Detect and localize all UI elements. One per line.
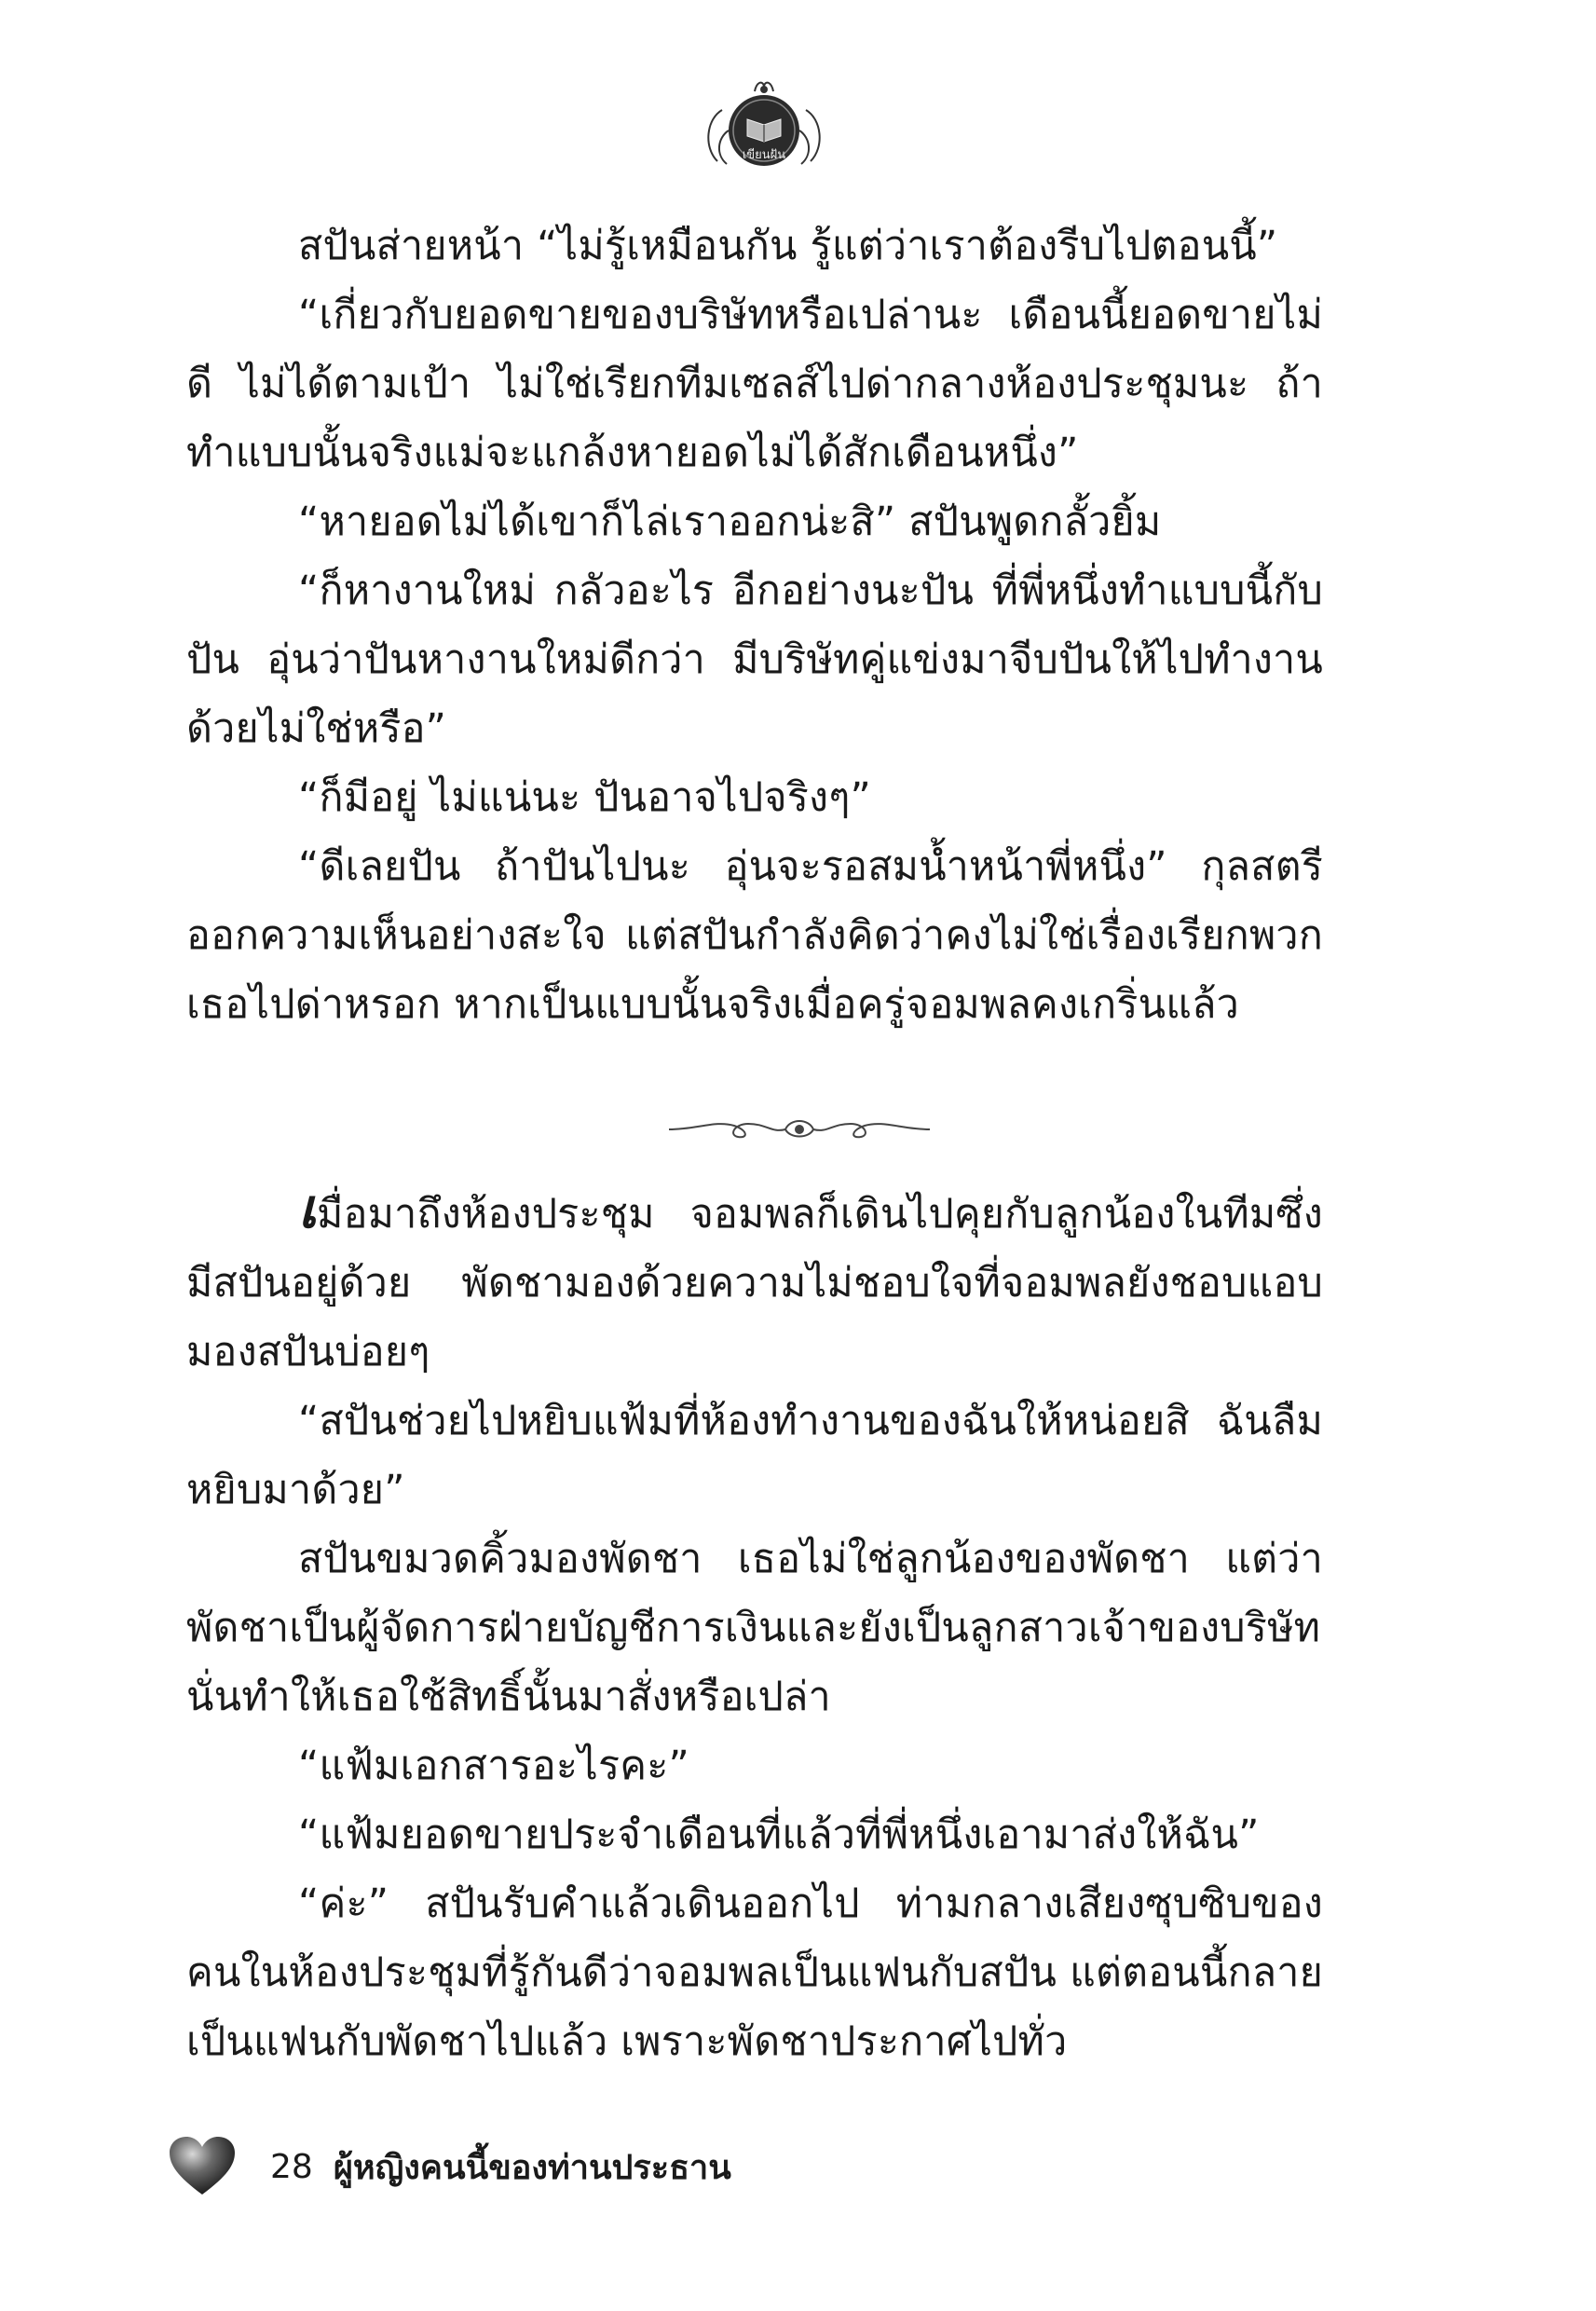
- section-2-text: [186, 1174, 1323, 2076]
- paragraph: สปันขมวดคิ้วมองพัดชา เธอไม่ใช่ลูกน้องของพัดชา แต่ว่าพัดชาเป็นผู้จัดการฝ่ายบัญชีการเงินและยังเป็นลูกสาวเจ้าของบริษัท นั่นทำให้เธอใช้สิทธิ์นั้นมาสั่งหรือเปล่า: [186, 1536, 1323, 1720]
- book-title: ผู้หญิงคนนี้ของท่านประธาน: [333, 2148, 731, 2187]
- section-1-text: [186, 212, 1323, 1039]
- logo-text: เขียนฝัน: [742, 148, 786, 162]
- paragraph: “แฟ้มเอกสารอะไรคะ”: [298, 1743, 690, 1789]
- paragraph: “เกี่ยวกับยอดขายของบริษัทหรือเปล่านะ เดือนนี้ยอดขายไม่ดี ไม่ได้ตามเป้า ไม่ใช่เรียกทีมเซลส์ไปด่ากลางห้องประชุมนะ ถ้าทำแบบนั้นจริงแม่จะแกล้งหายอดไม่ได้สักเดือนหนึ่ง”: [186, 292, 1323, 476]
- ornament-divider: [660, 1109, 939, 1146]
- paragraph: “ค่ะ” สปันรับคำแล้วเดินออกไป ท่ามกลางเสียงซุบซิบของคนในห้องประชุมที่รู้กันดีว่าจอมพลเป็นแฟนกับสปัน แต่ตอนนี้กลายเป็นแฟนกับพัดชาไปแล้ว เพราะพัดชาประกาศไปทั่ว: [186, 1880, 1323, 2065]
- page-footer: [168, 2129, 731, 2204]
- drop-cap: เ: [298, 1177, 318, 1240]
- paragraph: “แฟ้มยอดขายประจำเดือนที่แล้วที่พี่หนึ่งเอามาส่งให้ฉัน”: [298, 1812, 1260, 1858]
- first-paragraph-text: มื่อมาถึงห้องประชุม จอมพลก็เดินไปคุยกับลูกน้องในทีมซึ่งมีสปันอยู่ด้วย พัดชามองด้วยความไม่ชอบใจที่จอมพลยังชอบแอบมองสปันบ่อยๆ: [186, 1191, 1323, 1375]
- heart-icon: [168, 2135, 237, 2198]
- page-number: 28: [270, 2147, 313, 2186]
- paragraph: “สปันช่วยไปหยิบแฟ้มที่ห้องทำงานของฉันให้หน่อยสิ ฉันลืมหยิบมาด้วย”: [186, 1398, 1323, 1513]
- paragraph: “ก็มีอยู่ ไม่แน่นะ ปันอาจไปจริงๆ”: [298, 774, 872, 821]
- paragraph: “หายอดไม่ได้เขาก็ไล่เราออกน่ะสิ” สปันพูดกลั้วยิ้ม: [298, 499, 1162, 545]
- paragraph: “ก็หางานใหม่ กลัวอะไร อีกอย่างนะปัน ที่พี่หนึ่งทำแบบนี้กับปัน อุ่นว่าปันหางานใหม่ดีกว่า มีบริษัทคู่แข่งมาจีบปันให้ไปทำงานด้วยไม่ใช่หรือ”: [186, 567, 1323, 752]
- paragraph: สปันส่ายหน้า “ไม่รู้เหมือนกัน รู้แต่ว่าเราต้องรีบไปตอนนี้”: [298, 223, 1278, 269]
- paragraph: “ดีเลยปัน ถ้าปันไปนะ อุ่นจะรอสมน้ำหน้าพี่หนึ่ง” กุลสตรีออกความเห็นอย่างสะใจ แต่สปันกำลังคิดว่าคงไม่ใช่เรื่องเรียกพวกเธอไปด่าหรอก หากเป็นแบบนั้นจริงเมื่อครู่จอมพลคงเกริ่นแล้ว: [186, 843, 1323, 1028]
- paragraph: [186, 1174, 1323, 1387]
- book-emblem-icon: [699, 73, 829, 175]
